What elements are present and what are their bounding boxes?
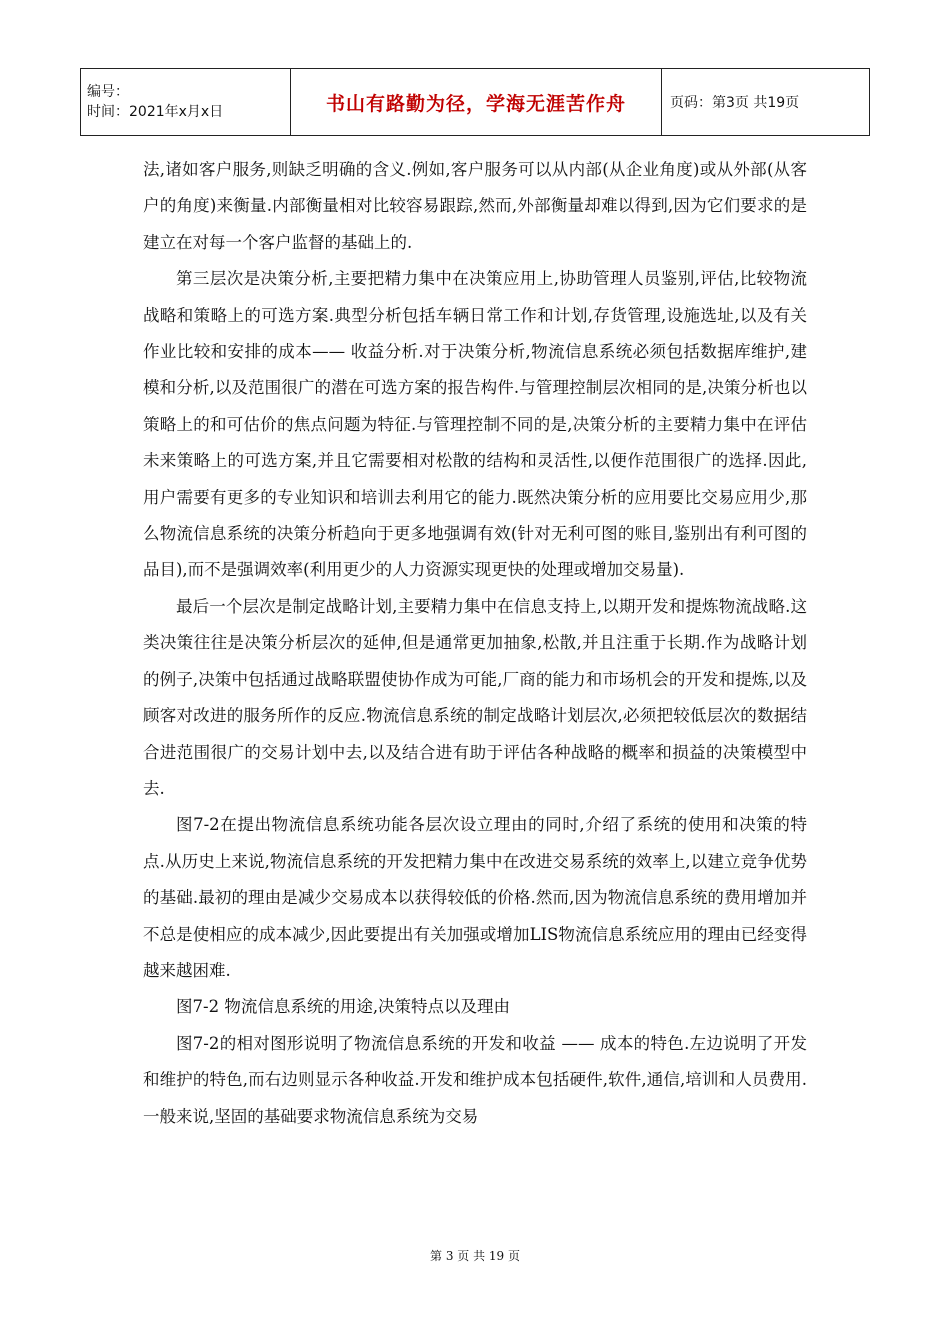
paragraph-2: 第三层次是决策分析,主要把精力集中在决策应用上,协助管理人员鉴别,评估,比较物流战略和策略上的可选方案.典型分析包括车辆日常工作和计划,存货管理,设施选址,以及有关作业比较和安排的成本—— 收益分析.对于决策分析,物流信息系统必须包括数据库维护,建模和分析,以及范围很广的潜在可选方案的报告构件.与管理控制层次相同的是,决策分析也以策略上的和可估价的焦点问题为特征.与管理控制不同的是,决策分析的主要精力集中在评估未来策略上的可选方案,并且它需要相对松散的结构和灵活性,以便作范围很广的选择.因此,用户需要有更多的专业知识和培训去利用它的能力.既然决策分析的应用要比交易应用少,那么物流信息系统的决策分析趋向于更多地强调有效(针对无利可图的账目,鉴别出有利可图的品目),而不是强调效率(利用更少的人力资源实现更快的处理或增加交易量).	[143, 269, 807, 580]
document-body	[143, 152, 807, 1135]
document-number-label: 编号：	[87, 84, 129, 100]
header-page-info: 页码：第3页 共19页	[662, 69, 870, 136]
document-date-label: 时间：2021年x月x日	[87, 104, 224, 120]
paragraph-5: 图7-2的相对图形说明了物流信息系统的开发和收益 —— 成本的特色.左边说明了开发和维护的特色,而右边则显示各种收益.开发和维护成本包括硬件,软件,通信,培训和人员费用.一般来说,坚固的基础要求物流信息系统为交易	[143, 1033, 807, 1126]
paragraph-1: 法,诸如客户服务,则缺乏明确的含义.例如,客户服务可以从内部(从企业角度)或从外部(从客户的角度)来衡量.内部衡量相对比较容易跟踪,然而,外部衡量却难以得到,因为它们要求的是建立在对每一个客户监督的基础上的.	[143, 160, 807, 252]
paragraph-3: 最后一个层次是制定战略计划,主要精力集中在信息支持上,以期开发和提炼物流战略.这类决策往往是决策分析层次的延伸,但是通常更加抽象,松散,并且注重于长期.作为战略计划的例子,决策中包括通过战略联盟使协作成为可能,厂商的能力和市场机会的开发和提炼,以及顾客对改进的服务所作的反应.物流信息系统的制定战略计划层次,必须把较低层次的数据结合进范围很广的交易计划中去,以及结合进有助于评估各种战略的概率和损益的决策模型中去.	[143, 596, 807, 798]
header-table	[80, 68, 870, 136]
paragraph-4: 图7-2在提出物流信息系统功能各层次设立理由的同时,介绍了系统的使用和决策的特点.从历史上来说,物流信息系统的开发把精力集中在改进交易系统的效率上,以建立竞争优势的基础.最初的理由是减少交易成本以获得较低的价格.然而,因为物流信息系统的费用增加并不总是使相应的成本减少,因此要提出有关加强或增加LIS物流信息系统应用的理由已经变得越来越困难.	[143, 815, 807, 980]
figure-caption: 图7-2 物流信息系统的用途,决策特点以及理由	[176, 997, 511, 1017]
page-footer: 第 3 页 共 19 页	[430, 1249, 520, 1263]
header-motto: 书山有路勤为径，学海无涯苦作舟	[291, 69, 662, 136]
header-meta-cell	[81, 69, 291, 136]
